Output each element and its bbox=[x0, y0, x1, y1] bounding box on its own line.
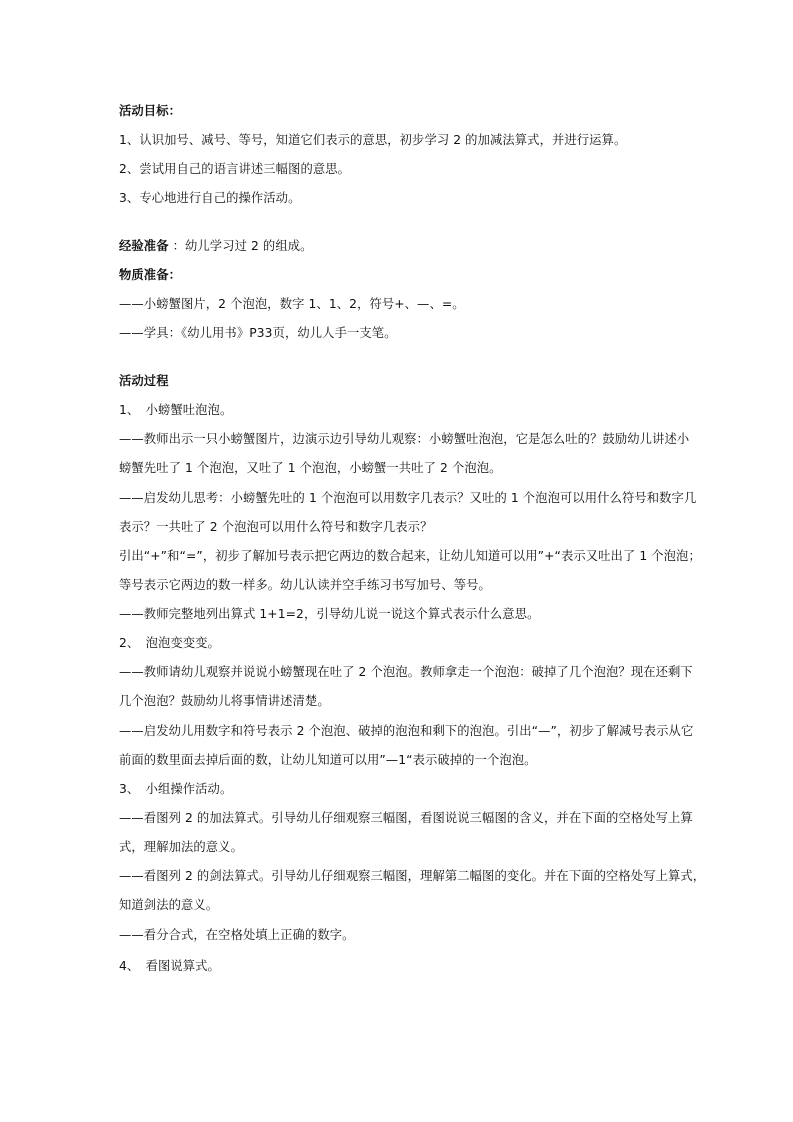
process-line: ——看分合式，在空格处填上正确的数字。 bbox=[119, 928, 355, 942]
goal-item: 1、认识加号、减号、等号，知道它们表示的意思，初步学习 2 的加减法算式，并进行运算。 bbox=[119, 133, 627, 147]
process-line: ——教师出示一只小螃蟹图片，边演示边引导幼儿观察：小螃蟹吐泡泡，它是怎么吐的？鼓励幼儿讲述小 bbox=[119, 432, 690, 446]
process-line: 螃蟹先吐了 1 个泡泡，又吐了 1 个泡泡，小螃蟹一共吐了 2 个泡泡。 bbox=[119, 461, 502, 475]
process-line: ——教师完整地列出算式 1+1=2，引导幼儿说一说这个算式表示什么意思。 bbox=[119, 607, 540, 621]
process-line: ——启发幼儿用数字和符号表示 2 个泡泡、破掉的泡泡和剩下的泡泡。引出“—”，初步了解减号表示从它 bbox=[119, 724, 694, 738]
process-line: 前面的数里面去掉后面的数，让幼儿知道可以用”—1“表示破掉的一个泡泡。 bbox=[119, 753, 537, 767]
material-item: ——学具：《幼儿用书》P33页，幼儿人手一支笔。 bbox=[119, 326, 397, 340]
experience-prep bbox=[119, 238, 679, 254]
goal-item: 3、专心地进行自己的操作活动。 bbox=[119, 191, 301, 205]
process-line: 2、 泡泡变变变。 bbox=[119, 636, 220, 650]
process-line: 表示？一共吐了 2 个泡泡可以用什么符号和数字几表示？ bbox=[119, 520, 433, 534]
process-line: 等号表示它两边的数一样多。幼儿认读并空手练习书写加号、等号。 bbox=[119, 578, 491, 592]
material-item: ——小螃蟹图片，2 个泡泡，数字 1、1、2，符号+、—、=。 bbox=[119, 297, 465, 311]
experience-label: 经验准备 bbox=[119, 239, 169, 253]
process-line: 知道剑法的意义。 bbox=[119, 898, 219, 912]
process-line: ——教师请幼儿观察并说说小螃蟹现在吐了 2 个泡泡。教师拿走一个泡泡：破掉了几个泡泡？现在还剩下 bbox=[119, 665, 693, 679]
process-heading: 活动过程 bbox=[119, 374, 169, 388]
process-line: 3、 小组操作活动。 bbox=[119, 782, 233, 796]
goal-item: 2、尝试用自己的语言讲述三幅图的意思。 bbox=[119, 162, 351, 176]
process-line: ——启发幼儿思考：小螃蟹先吐的 1 个泡泡可以用数字几表示？又吐的 1 个泡泡可以用什么符号和数字几 bbox=[119, 491, 697, 505]
process-line: 1、 小螃蟹吐泡泡。 bbox=[119, 403, 233, 417]
process-line: 式，理解加法的意义。 bbox=[119, 840, 243, 854]
process-line: 4、 看图说算式。 bbox=[119, 959, 220, 973]
process-line: 几个泡泡？鼓励幼儿将事情讲述清楚。 bbox=[119, 694, 330, 708]
process-line: ——看图列 2 的剑法算式。引导幼儿仔细观察三幅图，理解第二幅图的变化。并在下面的空格处写上算式， bbox=[119, 869, 706, 883]
materials-heading: 物质准备： bbox=[119, 268, 181, 282]
goals-heading: 活动目标： bbox=[119, 104, 181, 118]
experience-text: ：幼儿学习过 2 的组成。 bbox=[168, 239, 313, 253]
process-line: 引出“+”和“=”，初步了解加号表示把它两边的数合起来，让幼儿知道可以用”+“表示又吐出了 1 个泡泡； bbox=[119, 549, 701, 563]
process-line: ——看图列 2 的加法算式。引导幼儿仔细观察三幅图，看图说说三幅图的含义，并在下面的空格处写上算 bbox=[119, 811, 693, 825]
